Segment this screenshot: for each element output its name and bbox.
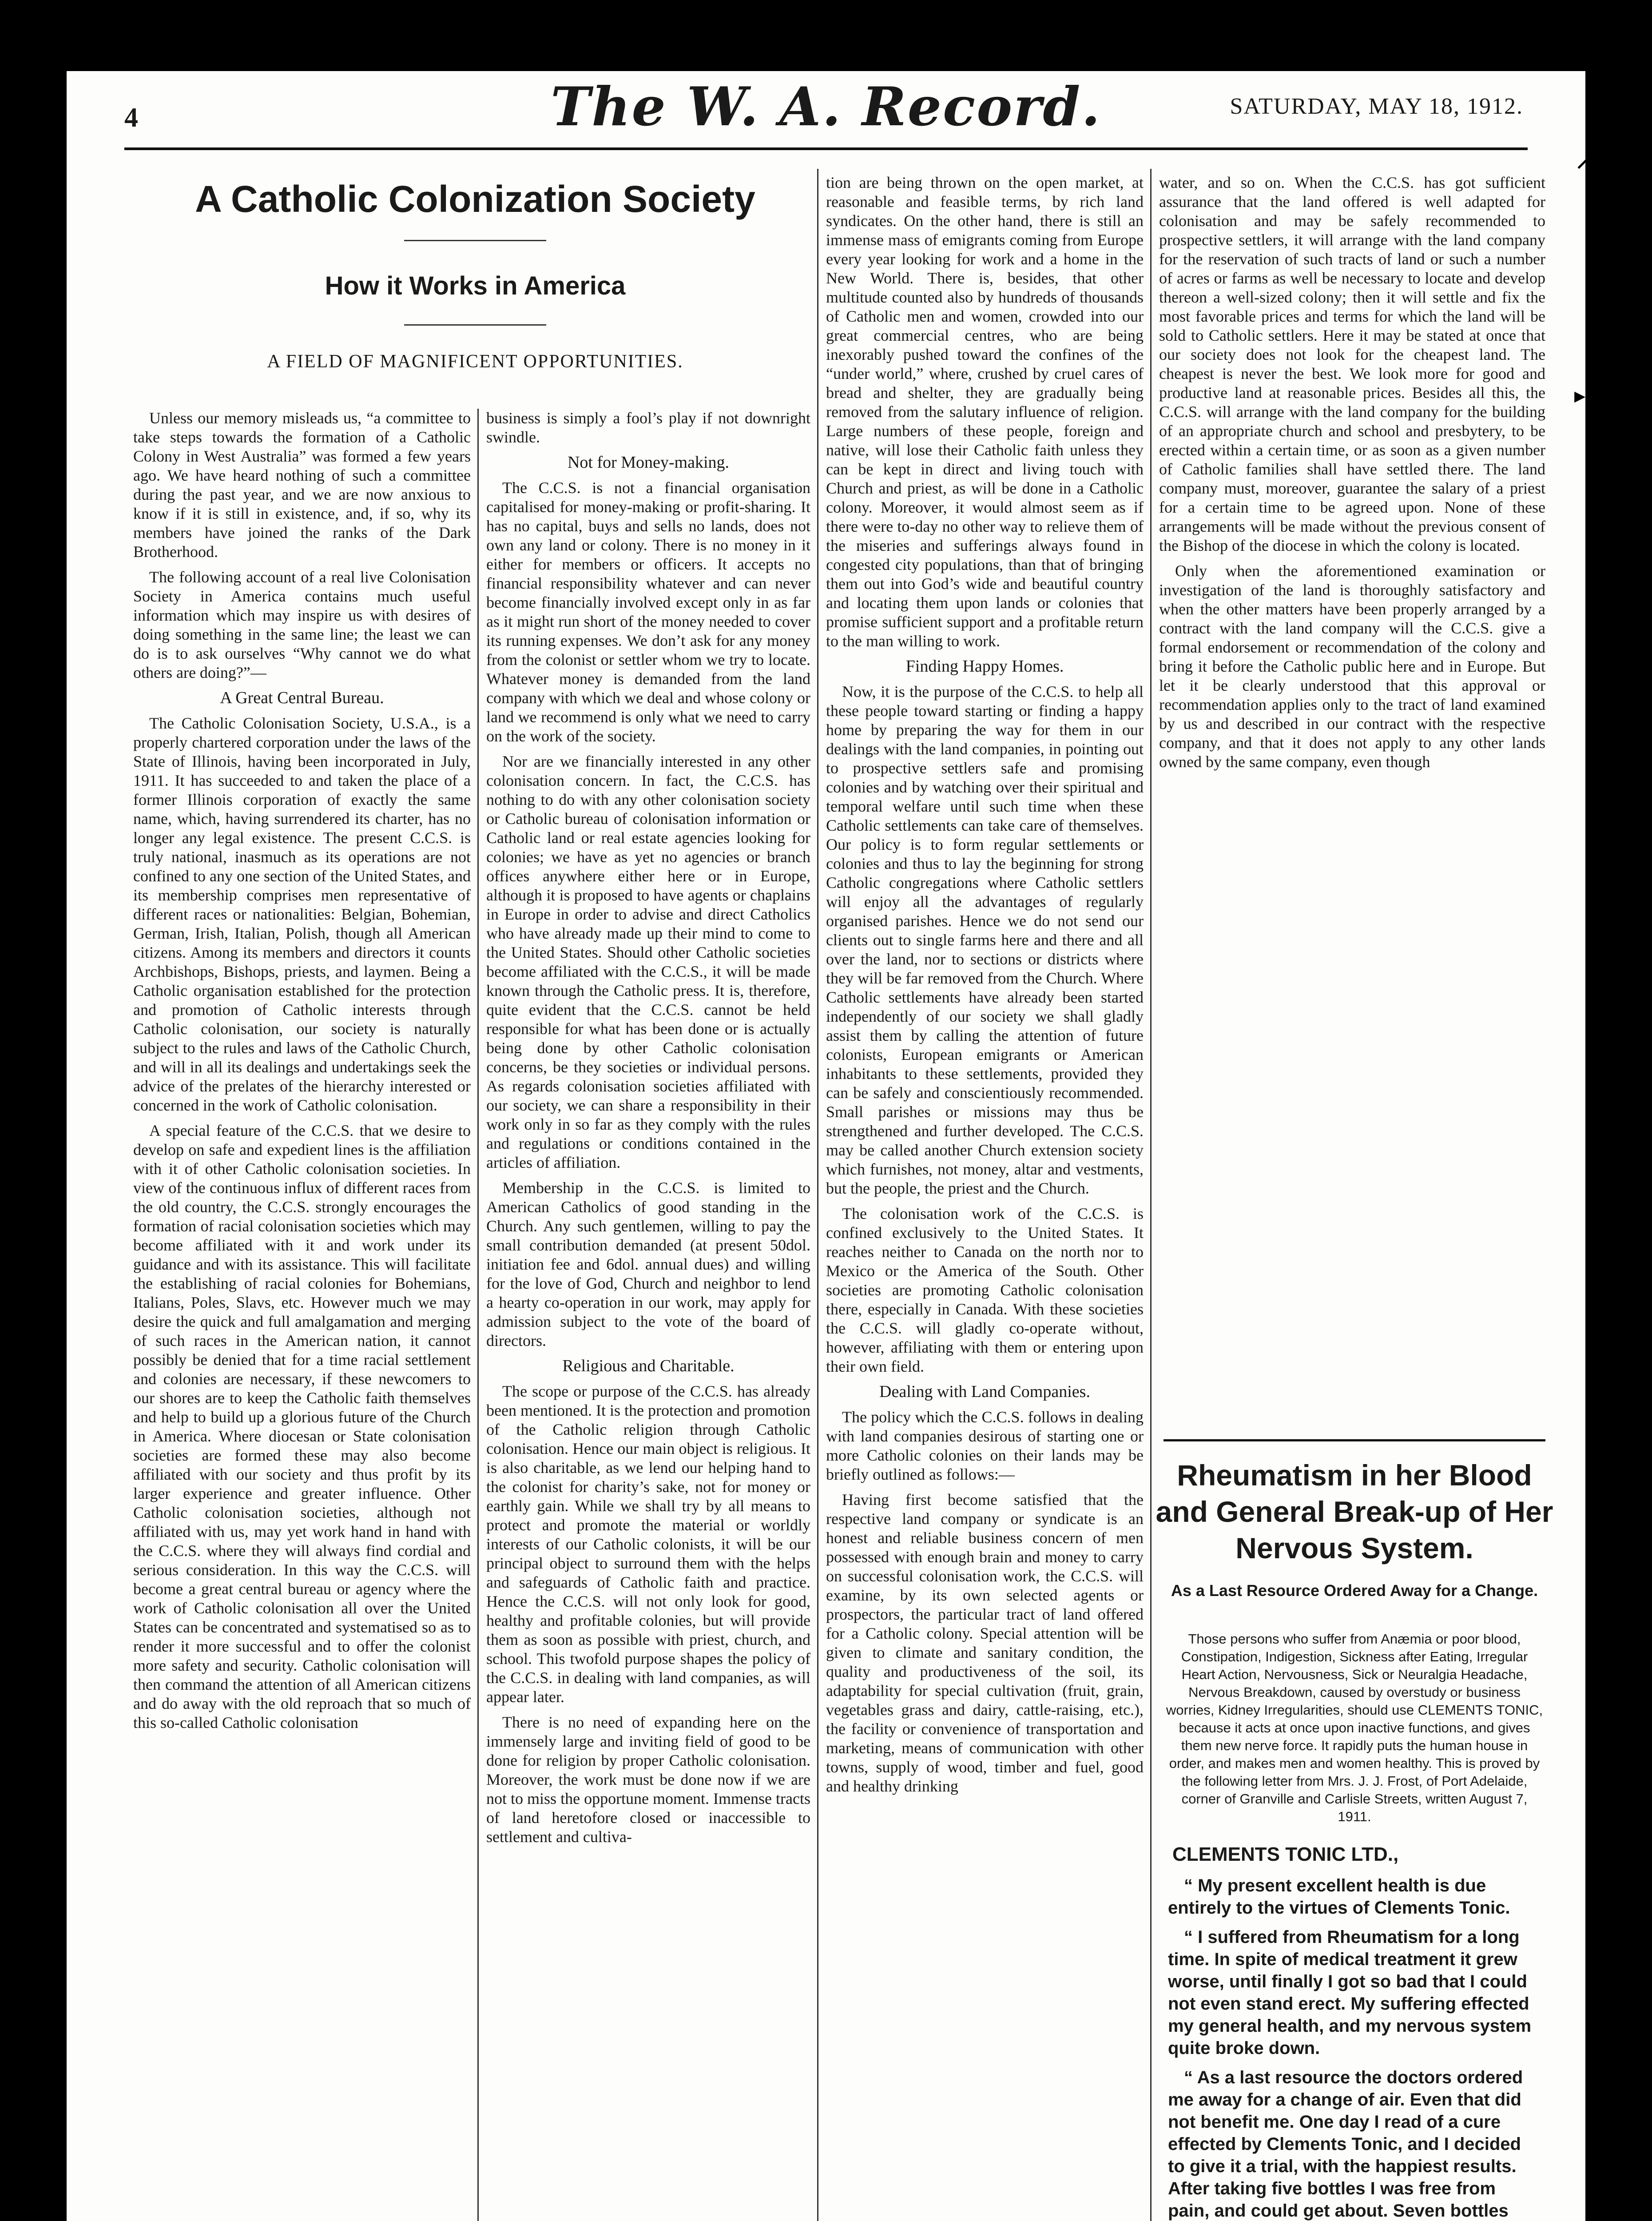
paragraph: Now, it is the purpose of the C.C.S. to help all these people toward starting or finding a happy home by preparing the way for them in our dealings with the land companies, in pointing out to prospective settlers safe and promising colonies and by watching over their spiritual and temporal welfare until such time when these Catholic settlements can take care of themselves. Our policy is to form regular settlements or colonies and thus to lay the beginning for strong Catholic congregations where Catholic settlers will enjoy all the advantages of regularly organised parishes. Hence we do not send our clients out to single farms here and there and all over the land, nor to sections or districts where they will be far removed from the Church. Where Catholic settlements have already been started independently of our society we shall gladly assist them by calling the attention of future colonists, European emigrants or American inhabitants to these settlements, provided they can be safely and conscientiously recommended. Small parishes or missions may thus be strengthened and further developed. The C.C.S. may be called another Church extension society which furnishes, not money, altar and vestments, but the people, the priest and the Church. [826,683,1144,1197]
article-subtitle: How it Works in America [325,271,626,300]
newspaper-page [67,71,1590,2221]
subtitle-rule [404,324,546,326]
article-kicker: A FIELD OF MAGNIFICENT OPPORTUNITIES. [267,351,683,372]
paragraph: water, and so on. When the C.C.S. has got sufficient assurance that the land offered is well adapted for colonisation and may be safely recommended to prospective settlers, it will arrange with the land company for the reservation of such tracts of land or such a number of acres or farms as well be necessary to locate and develop thereon a well-sized colony; then it will settle and fix the most favorable prices and terms for which the land will be sold to Catholic settlers. Here it may be stated at once that our society does not look for the cheapest land. The cheapest is never the best. We look more for good and productive land at reasonable prices. Besides all this, the C.C.S. will arrange with the land company for the building of an appropriate church and school and presbytery, to be erected within a certain time, or as soon as a given number of Catholic families shall have settled there. The land company must, moreover, guarantee the salary of a priest for a certain time to be agreed upon. None of these arrangements will be made without the previous consent of the Bishop of the diocese in which the colony is located. [1159,174,1545,554]
paragraph: Unless our memory misleads us, “a committee to take steps towards the formation of a Catholic Colony in West Australia” was formed a few years ago. We have heard nothing of such a committee during the past year, and we are now anxious to know if it is still in existence, and, if so, why its members have joined the ranks of the Dark Brotherhood. [133,409,471,561]
paragraph: Having first become satisfied that the respective land company or syndicate is an honest and reliable business concern of men possessed with enough brain and money to carry on successful colonisation work, the C.C.S. will examine, by its own selected agents or prospectors, the particular tract of land offered for a Catholic colony. Special attention will be given to climate and sanitary condition, the quality and productiveness of the soil, its adaptability for special cultivation (fruit, grain, vegetables grass and dairy, cattle-raising, etc.), the facility or convenience of transportation and marketing, means of communication with other towns, supply of wood, timber and fuel, good and healthy drinking [826,1491,1144,1795]
section-heading: Religious and Charitable. [562,1357,735,1375]
testimonial-paragraph: “ My present excellent health is due entirely to the virtues of Clements Tonic. [1168,1876,1510,1918]
article-title: A Catholic Colonization Society [195,178,755,220]
paragraph: Only when the aforementioned examination or investigation of the land is thoroughly satisfactory and when the other matters have been properly arranged by a contract with the land company will the C.C.S. give a formal endorsement or recommendation of the colony and bring it before the Catholic public here and in Europe. But let it be clearly understood that this approval or recommendation applies only to the tract of land examined by us and described in our contract with the respective company, and that it does not apply to any other lands owned by the same company, even though [1159,562,1545,771]
testimonial-paragraph: “ As a last resource the doctors ordered me away for a change of air. Even that did not benefit me. One day I read of a cure effected by Clements Tonic, and I decided to give it a trial, with the happiest results. After taking five bottles I was free from pain, and could get about. Seven bottles [1168,2068,1523,2221]
masthead: The W. A. Record. [550,76,1102,138]
advert-subhead: As a Last Resource Ordered Away for a Change. [1171,1581,1538,1600]
paragraph: The C.C.S. is not a financial organisation capitalised for money-making or profit-sharing. It has no capital, buys and sells no lands, does not own any land or colony. There is no money in it either for members or officers. It accepts no financial responsibility whatever and can never become financially involved except only in as far as it might run short of the money needed to cover its running expenses. We don’t ask for any money from the colonist or settler whom we try to locate. Whatever money is demanded from the land company with which we deal and whose colony or land we recommend is only what we need to carry on the work of the society. [486,479,810,745]
paragraph: The scope or purpose of the C.C.S. has already been mentioned. It is the protection and promotion of the Catholic religion through Catholic colonisation. Hence our main object is religious. It is also charitable, as we lend our helping hand to the colonist for charity’s sake, not for money or earthly gain. While we shall try by all means to protect and promote the material or worldly interests of our Catholic colonists, it will be our principal object to surround them with the helps and safeguards of Catholic faith and practice. Hence the C.C.S. will not only look for good, healthy and profitable colonies, but will provide them as soon as possible with priest, church, and school. This twofold purpose shapes the policy of the C.C.S. in dealing with land companies, as will appear later. [486,1382,810,1706]
page-number: 4 [124,103,138,133]
column-divider [477,409,479,2221]
advert-intro: Those persons who suffer from Anæmia or poor blood, Constipation, Indigestion, Sickness after Eating, Irregular Heart Action, Nervousness, Sick or Neuralgia Headache, Nervous Breakdown, caused by overstudy or business worries, Kidney Irregularities, should use CLEMENTS TONIC, because it acts at once upon inactive functions, and gives them new nerve force. It rapidly puts the human house in order, and makes men and women healthy. This is proved by the following letter from Mrs. J. J. Frost, of Port Adelaide, corner of Granville and Carlisle Streets, written August 7, 1911. [1166,1631,1543,1824]
testimonial-paragraph: “ I suffered from Rheumatism for a long time. In spite of medical treatment it grew worse, until finally I got so bad that I could not even stand erect. My suffering effected my general health, and my nervous system quite broke down. [1168,1927,1532,2058]
paragraph: There is no need of expanding here on the immensely large and inviting field of good to be done for religion by proper Catholic colonisation. Moreover, the work must be done now if we are not to miss the opportune moment. Immense tracts of land heretofore closed or inaccessible to settlement and cultiva- [486,1713,810,1846]
advert-testimonial [1168,1875,1541,2221]
issue-date: SATURDAY, MAY 18, 1912. [1230,94,1523,119]
header-rule [124,147,1528,150]
paragraph: A special feature of the C.C.S. that we desire to develop on safe and expedient lines is the affiliation with it of other Catholic colonisation societies. In view of the continuous influx of different races from the old country, the C.C.S. strongly encourages the formation of racial colonisation societies which may become affiliated with it and work under its guidance and with its assistance. This will facilitate the establishing of racial colonies for Bohemians, Italians, Poles, Slavs, etc. However much we may desire the quick and full amalgamation and merging of such races in the American nation, it cannot possibly be denied that for a time racial settlement and colonies are necessary, if these newcomers to our shores are to keep the Catholic faith themselves and help to build up a glorious future of the Church in America. Where diocesan or State colonisation societies are formed these may also become affiliated with our society and thus profit by its larger experience and greater influence. Other Catholic colonisation societies, although not affiliated with us, may yet work hand in hand with the C.C.S. where they will always find cordial and serious consideration. In this way the C.C.S. will become a great central bureau or agency where the work of Catholic colonisation all over the United States can be concentrated and systematised so as to render it more successful and to offer the colonist more safety and security. Catholic colonisation will then command the attention of all American citizens and do away with the old reproach that so much of this so-called Catholic colonisation [133,1122,471,1731]
column-divider [1150,169,1152,2221]
section-heading: A Great Central Bureau. [220,689,384,707]
paragraph: The colonisation work of the C.C.S. is confined exclusively to the United States. It reaches neither to Canada on the north nor to Mexico or the America of the South. Other societies are promoting Catholic colonisation there, especially in Canada. With these societies the C.C.S. will gladly co-operate without, however, affiliating with them or entering upon their own field. [826,1205,1144,1375]
section-heading: Finding Happy Homes. [905,657,1064,676]
section-heading: Not for Money-making. [567,453,730,472]
section-heading: Dealing with Land Companies. [879,1382,1090,1401]
paragraph: Membership in the C.C.S. is limited to American Catholics of good standing in the Church. Any such gentlemen, willing to pay the small contribution demanded (at present 50dol. initiation fee and 6dol. annual dues) and willing for the love of God, Church and neighbor to lend a hearty co-operation in our work, may apply for admission subject to the vote of the board of directors. [486,1179,810,1349]
paragraph: The Catholic Colonisation Society, U.S.A., is a properly chartered corporation under the laws of the State of Illinois, having been incorporated in July, 1911. It has succeeded to and taken the place of a former Illinois corporation of exactly the same name, which, having surrendered its charter, has no longer any legal existence. The present C.C.S. is truly national, inasmuch as its operations are not confined to any one section of the United States, and its membership comprises men representative of different races or nationalities: Belgian, Bohemian, German, Irish, Italian, Polish, though all American citizens. Among its members and directors it counts Archbishops, Bishops, priests, and laymen. Being a Catholic organisation established for the protection and promotion of Catholic interests through Catholic colonisation, our society is naturally subject to the rules and laws of the Catholic Church, and will in all its dealings and undertakings seek the advice of the prelates of the hierarchy interested or concerned in the work of Catholic colonisation. [133,714,471,1114]
margin-mark-icon: ⸝ [1577,143,1590,172]
advert-top-rule [1164,1439,1545,1441]
margin-mark-icon: ▸ [1574,383,1586,408]
title-rule [404,240,546,241]
paragraph: The policy which the C.C.S. follows in dealing with land companies desirous of starting one or more Catholic colonies on their lands may be briefly outlined as follows:— [826,1408,1144,1483]
advert-headline: Rheumatism in her Blood and General Break-up of Her Nervous System. [1156,1459,1553,1564]
paragraph: business is simply a fool’s play if not downright swindle. [486,409,810,446]
paragraph: tion are being thrown on the open market, at reasonable and feasible terms, by rich land syndicates. On the other hand, there is still an immense mass of emigrants coming from Europe every year looking for work and a home in the New World. There is, besides, that other multitude counted also by hundreds of thousands of Catholic men and women, crowded into our great commercial centres, who are being inexorably pushed toward the confines of the “under world,” where, crushed by cruel cares of bread and shelter, they are gradually being removed from the salutary influence of religion. Large numbers of these people, foreign and native, will lose their Catholic faith unless they can be kept in direct and living touch with Church and priest, as will be done in a Catholic colony. Moreover, it would almost seem as if there were to-day no other way to relieve them of the miseries and sufferings always found in congested city populations, than that of bringing them out into God’s wide and beautiful country and locating them upon lands or colonies that promise sufficient support and a profitable return to the man willing to work. [826,174,1144,650]
advert-company: CLEMENTS TONIC LTD., [1172,1843,1399,1865]
column-divider [817,169,818,2221]
article-column-1 [133,409,471,1739]
paragraph: The following account of a real live Colonisation Society in America contains much useful information which may inspire us with desires of doing something in the same line; the least we can do is to ask ourselves “Why cannot we do what others are doing?”— [133,568,471,681]
article-column-3 [826,173,1144,1802]
article-column-2 [486,409,810,1853]
paragraph: Nor are we financially interested in any other colonisation concern. In fact, the C.C.S. has nothing to do with any other colonisation society or Catholic bureau of colonisation information or Catholic land or real estate agencies looking for colonies; we have as yet no agencies or branch offices anywhere either here or in Europe, although it is proposed to have agents or chaplains in Europe in order to advise and direct Catholics who have already made up their mind to come to the United States. Should other Catholic societies become affiliated with the C.C.S., it will be made known through the Catholic press. It is, therefore, quite evident that the C.C.S. cannot be held responsible for what has been done or is actually being done by other Catholic colonisation concerns, be they societies or individual persons. As regards colonisation societies affiliated with our society, we can share a responsibility in their work only in so far as they comply with the rules and regulations or conditions contained in the articles of affiliation. [486,752,810,1171]
article-column-4 [1159,173,1545,778]
